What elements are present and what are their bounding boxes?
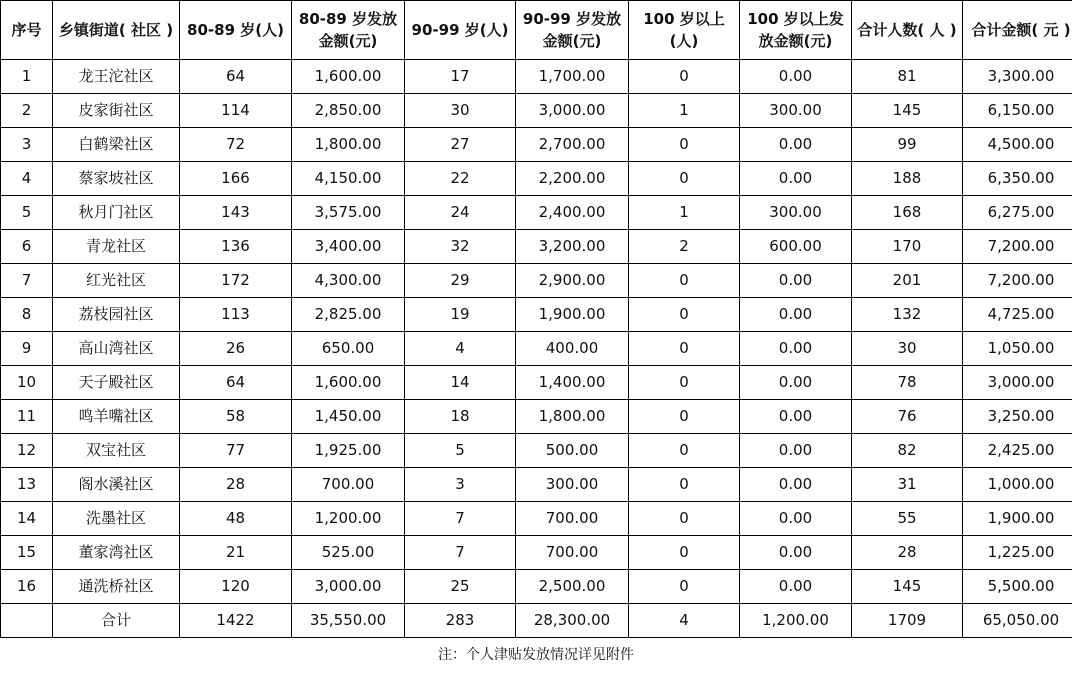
total-count-cell: 30 — [852, 332, 963, 366]
age-100-amount-cell: 300.00 — [740, 94, 852, 128]
age-80-89-count-cell: 114 — [180, 94, 292, 128]
age-100-count-cell: 0 — [629, 60, 740, 94]
serial-cell: 8 — [1, 298, 53, 332]
table-row — [1, 400, 1072, 434]
serial-cell: 11 — [1, 400, 53, 434]
community-cell: 白鹤梁社区 — [53, 128, 180, 162]
table-row — [1, 434, 1072, 468]
table-row — [1, 536, 1072, 570]
header-total-amount: 合计金额( 元 ) — [963, 1, 1072, 60]
total-amount-cell: 6,350.00 — [963, 162, 1072, 196]
age-80-89-count-cell: 72 — [180, 128, 292, 162]
age-90-99-amount-cell: 3,200.00 — [516, 230, 629, 264]
age-90-99-amount-cell: 700.00 — [516, 536, 629, 570]
community-cell: 鸣羊嘴社区 — [53, 400, 180, 434]
community-cell: 蔡家坡社区 — [53, 162, 180, 196]
header-age-80-89-amount: 80-89 岁发放金额(元) — [292, 1, 405, 60]
age-100-amount-cell: 300.00 — [740, 196, 852, 230]
table-row — [1, 162, 1072, 196]
header-age-90-99-amount: 90-99 岁发放金额(元) — [516, 1, 629, 60]
table-row — [1, 468, 1072, 502]
age-90-99-amount-cell: 28,300.00 — [516, 604, 629, 638]
community-cell: 合计 — [53, 604, 180, 638]
total-count-cell: 78 — [852, 366, 963, 400]
age-80-89-amount-cell: 1,925.00 — [292, 434, 405, 468]
age-100-count-cell: 1 — [629, 196, 740, 230]
age-100-count-cell: 0 — [629, 468, 740, 502]
age-90-99-amount-cell: 700.00 — [516, 502, 629, 536]
age-80-89-count-cell: 77 — [180, 434, 292, 468]
header-total-count: 合计人数( 人 ) — [852, 1, 963, 60]
age-100-amount-cell: 0.00 — [740, 162, 852, 196]
total-amount-cell: 3,250.00 — [963, 400, 1072, 434]
table-row — [1, 264, 1072, 298]
community-cell: 荔枝园社区 — [53, 298, 180, 332]
age-100-amount-cell: 0.00 — [740, 298, 852, 332]
serial-cell: 3 — [1, 128, 53, 162]
total-amount-cell: 5,500.00 — [963, 570, 1072, 604]
total-amount-cell: 1,900.00 — [963, 502, 1072, 536]
age-90-99-count-cell: 24 — [405, 196, 516, 230]
age-80-89-amount-cell: 2,850.00 — [292, 94, 405, 128]
age-80-89-amount-cell: 1,200.00 — [292, 502, 405, 536]
serial-cell: 13 — [1, 468, 53, 502]
table-row — [1, 230, 1072, 264]
age-90-99-amount-cell: 2,700.00 — [516, 128, 629, 162]
age-80-89-count-cell: 58 — [180, 400, 292, 434]
community-cell: 董家湾社区 — [53, 536, 180, 570]
age-90-99-count-cell: 19 — [405, 298, 516, 332]
age-90-99-amount-cell: 2,500.00 — [516, 570, 629, 604]
total-count-cell: 28 — [852, 536, 963, 570]
community-cell: 龙王沱社区 — [53, 60, 180, 94]
age-90-99-count-cell: 29 — [405, 264, 516, 298]
age-80-89-count-cell: 21 — [180, 536, 292, 570]
total-count-cell: 145 — [852, 94, 963, 128]
age-80-89-amount-cell: 1,600.00 — [292, 366, 405, 400]
table-row — [1, 128, 1072, 162]
age-90-99-amount-cell: 1,800.00 — [516, 400, 629, 434]
community-cell: 秋月门社区 — [53, 196, 180, 230]
table-row — [1, 60, 1072, 94]
serial-cell: 5 — [1, 196, 53, 230]
age-90-99-count-cell: 7 — [405, 502, 516, 536]
total-amount-cell: 2,425.00 — [963, 434, 1072, 468]
age-100-amount-cell: 0.00 — [740, 60, 852, 94]
table-row — [1, 570, 1072, 604]
header-age-100-amount: 100 岁以上发放金额(元) — [740, 1, 852, 60]
age-80-89-count-cell: 28 — [180, 468, 292, 502]
total-count-cell: 31 — [852, 468, 963, 502]
age-80-89-count-cell: 26 — [180, 332, 292, 366]
age-90-99-amount-cell: 1,400.00 — [516, 366, 629, 400]
age-90-99-amount-cell: 3,000.00 — [516, 94, 629, 128]
serial-cell: 10 — [1, 366, 53, 400]
age-90-99-amount-cell: 2,400.00 — [516, 196, 629, 230]
age-100-count-cell: 0 — [629, 264, 740, 298]
age-90-99-amount-cell: 400.00 — [516, 332, 629, 366]
header-serial: 序号 — [1, 1, 53, 60]
community-cell: 红光社区 — [53, 264, 180, 298]
community-cell: 双宝社区 — [53, 434, 180, 468]
serial-cell: 1 — [1, 60, 53, 94]
age-100-count-cell: 0 — [629, 502, 740, 536]
age-80-89-count-cell: 64 — [180, 366, 292, 400]
age-90-99-amount-cell: 1,900.00 — [516, 298, 629, 332]
total-amount-cell: 1,050.00 — [963, 332, 1072, 366]
total-amount-cell: 65,050.00 — [963, 604, 1072, 638]
total-count-cell: 132 — [852, 298, 963, 332]
header-age-100-count: 100 岁以上(人) — [629, 1, 740, 60]
age-100-count-cell: 0 — [629, 434, 740, 468]
header-age-80-89-count: 80-89 岁(人) — [180, 1, 292, 60]
total-amount-cell: 7,200.00 — [963, 230, 1072, 264]
total-amount-cell: 3,000.00 — [963, 366, 1072, 400]
age-100-amount-cell: 0.00 — [740, 264, 852, 298]
serial-cell: 4 — [1, 162, 53, 196]
age-100-count-cell: 2 — [629, 230, 740, 264]
age-80-89-count-cell: 136 — [180, 230, 292, 264]
age-100-count-cell: 0 — [629, 570, 740, 604]
header-community: 乡镇街道( 社区 ) — [53, 1, 180, 60]
age-90-99-count-cell: 25 — [405, 570, 516, 604]
age-100-amount-cell: 0.00 — [740, 128, 852, 162]
table-body — [1, 60, 1072, 638]
age-90-99-amount-cell: 2,200.00 — [516, 162, 629, 196]
age-90-99-amount-cell: 500.00 — [516, 434, 629, 468]
age-90-99-count-cell: 18 — [405, 400, 516, 434]
serial-cell: 12 — [1, 434, 53, 468]
age-80-89-count-cell: 143 — [180, 196, 292, 230]
header-row — [1, 1, 1072, 60]
serial-cell: 16 — [1, 570, 53, 604]
total-amount-cell: 6,150.00 — [963, 94, 1072, 128]
age-90-99-count-cell: 3 — [405, 468, 516, 502]
age-100-amount-cell: 0.00 — [740, 536, 852, 570]
total-amount-cell: 7,200.00 — [963, 264, 1072, 298]
community-cell: 高山湾社区 — [53, 332, 180, 366]
age-100-count-cell: 0 — [629, 400, 740, 434]
table-row — [1, 332, 1072, 366]
age-100-count-cell: 0 — [629, 162, 740, 196]
total-count-cell: 1709 — [852, 604, 963, 638]
age-100-amount-cell: 0.00 — [740, 332, 852, 366]
age-100-amount-cell: 0.00 — [740, 400, 852, 434]
age-100-amount-cell: 0.00 — [740, 468, 852, 502]
community-cell: 阁水溪社区 — [53, 468, 180, 502]
age-80-89-count-cell: 172 — [180, 264, 292, 298]
footnote: 注：个人津贴发放情况详见附件 — [438, 647, 634, 663]
age-90-99-count-cell: 27 — [405, 128, 516, 162]
total-count-cell: 55 — [852, 502, 963, 536]
age-80-89-amount-cell: 35,550.00 — [292, 604, 405, 638]
age-80-89-amount-cell: 650.00 — [292, 332, 405, 366]
total-amount-cell: 6,275.00 — [963, 196, 1072, 230]
age-80-89-amount-cell: 3,000.00 — [292, 570, 405, 604]
age-80-89-amount-cell: 525.00 — [292, 536, 405, 570]
total-count-cell: 82 — [852, 434, 963, 468]
age-80-89-count-cell: 113 — [180, 298, 292, 332]
age-80-89-count-cell: 64 — [180, 60, 292, 94]
total-count-cell: 168 — [852, 196, 963, 230]
table-row — [1, 196, 1072, 230]
serial-cell: 2 — [1, 94, 53, 128]
total-amount-cell: 1,000.00 — [963, 468, 1072, 502]
age-100-count-cell: 4 — [629, 604, 740, 638]
serial-cell: 9 — [1, 332, 53, 366]
total-count-cell: 81 — [852, 60, 963, 94]
age-90-99-count-cell: 14 — [405, 366, 516, 400]
age-100-count-cell: 0 — [629, 366, 740, 400]
age-90-99-count-cell: 283 — [405, 604, 516, 638]
total-count-cell: 170 — [852, 230, 963, 264]
total-amount-cell: 4,500.00 — [963, 128, 1072, 162]
age-90-99-amount-cell: 300.00 — [516, 468, 629, 502]
age-100-amount-cell: 0.00 — [740, 502, 852, 536]
age-100-count-cell: 0 — [629, 128, 740, 162]
age-80-89-amount-cell: 3,575.00 — [292, 196, 405, 230]
table-row — [1, 298, 1072, 332]
age-90-99-count-cell: 32 — [405, 230, 516, 264]
table-row — [1, 366, 1072, 400]
total-count-cell: 76 — [852, 400, 963, 434]
total-count-cell: 201 — [852, 264, 963, 298]
age-80-89-count-cell: 1422 — [180, 604, 292, 638]
total-count-cell: 145 — [852, 570, 963, 604]
age-90-99-amount-cell: 2,900.00 — [516, 264, 629, 298]
age-90-99-count-cell: 7 — [405, 536, 516, 570]
serial-cell — [1, 604, 53, 638]
age-80-89-amount-cell: 3,400.00 — [292, 230, 405, 264]
total-amount-cell: 3,300.00 — [963, 60, 1072, 94]
header-age-90-99-count: 90-99 岁(人) — [405, 1, 516, 60]
total-row — [1, 604, 1072, 638]
serial-cell: 6 — [1, 230, 53, 264]
total-count-cell: 188 — [852, 162, 963, 196]
community-cell: 皮家街社区 — [53, 94, 180, 128]
age-80-89-count-cell: 120 — [180, 570, 292, 604]
community-cell: 天子殿社区 — [53, 366, 180, 400]
age-80-89-amount-cell: 1,450.00 — [292, 400, 405, 434]
serial-cell: 14 — [1, 502, 53, 536]
age-100-count-cell: 0 — [629, 536, 740, 570]
total-amount-cell: 1,225.00 — [963, 536, 1072, 570]
age-100-amount-cell: 600.00 — [740, 230, 852, 264]
community-cell: 洗墨社区 — [53, 502, 180, 536]
community-cell: 通洗桥社区 — [53, 570, 180, 604]
age-90-99-count-cell: 5 — [405, 434, 516, 468]
age-100-count-cell: 1 — [629, 94, 740, 128]
table-row — [1, 94, 1072, 128]
serial-cell: 7 — [1, 264, 53, 298]
age-90-99-amount-cell: 1,700.00 — [516, 60, 629, 94]
total-count-cell: 99 — [852, 128, 963, 162]
age-80-89-amount-cell: 1,800.00 — [292, 128, 405, 162]
total-amount-cell: 4,725.00 — [963, 298, 1072, 332]
serial-cell: 15 — [1, 536, 53, 570]
age-90-99-count-cell: 4 — [405, 332, 516, 366]
age-80-89-amount-cell: 4,300.00 — [292, 264, 405, 298]
age-100-amount-cell: 1,200.00 — [740, 604, 852, 638]
age-90-99-count-cell: 22 — [405, 162, 516, 196]
age-90-99-count-cell: 17 — [405, 60, 516, 94]
community-cell: 青龙社区 — [53, 230, 180, 264]
age-80-89-amount-cell: 1,600.00 — [292, 60, 405, 94]
age-100-amount-cell: 0.00 — [740, 570, 852, 604]
age-100-amount-cell: 0.00 — [740, 434, 852, 468]
age-80-89-count-cell: 166 — [180, 162, 292, 196]
age-80-89-amount-cell: 2,825.00 — [292, 298, 405, 332]
age-90-99-count-cell: 30 — [405, 94, 516, 128]
table-row — [1, 502, 1072, 536]
age-80-89-count-cell: 48 — [180, 502, 292, 536]
age-100-count-cell: 0 — [629, 332, 740, 366]
age-100-amount-cell: 0.00 — [740, 366, 852, 400]
age-80-89-amount-cell: 4,150.00 — [292, 162, 405, 196]
age-100-count-cell: 0 — [629, 298, 740, 332]
age-80-89-amount-cell: 700.00 — [292, 468, 405, 502]
